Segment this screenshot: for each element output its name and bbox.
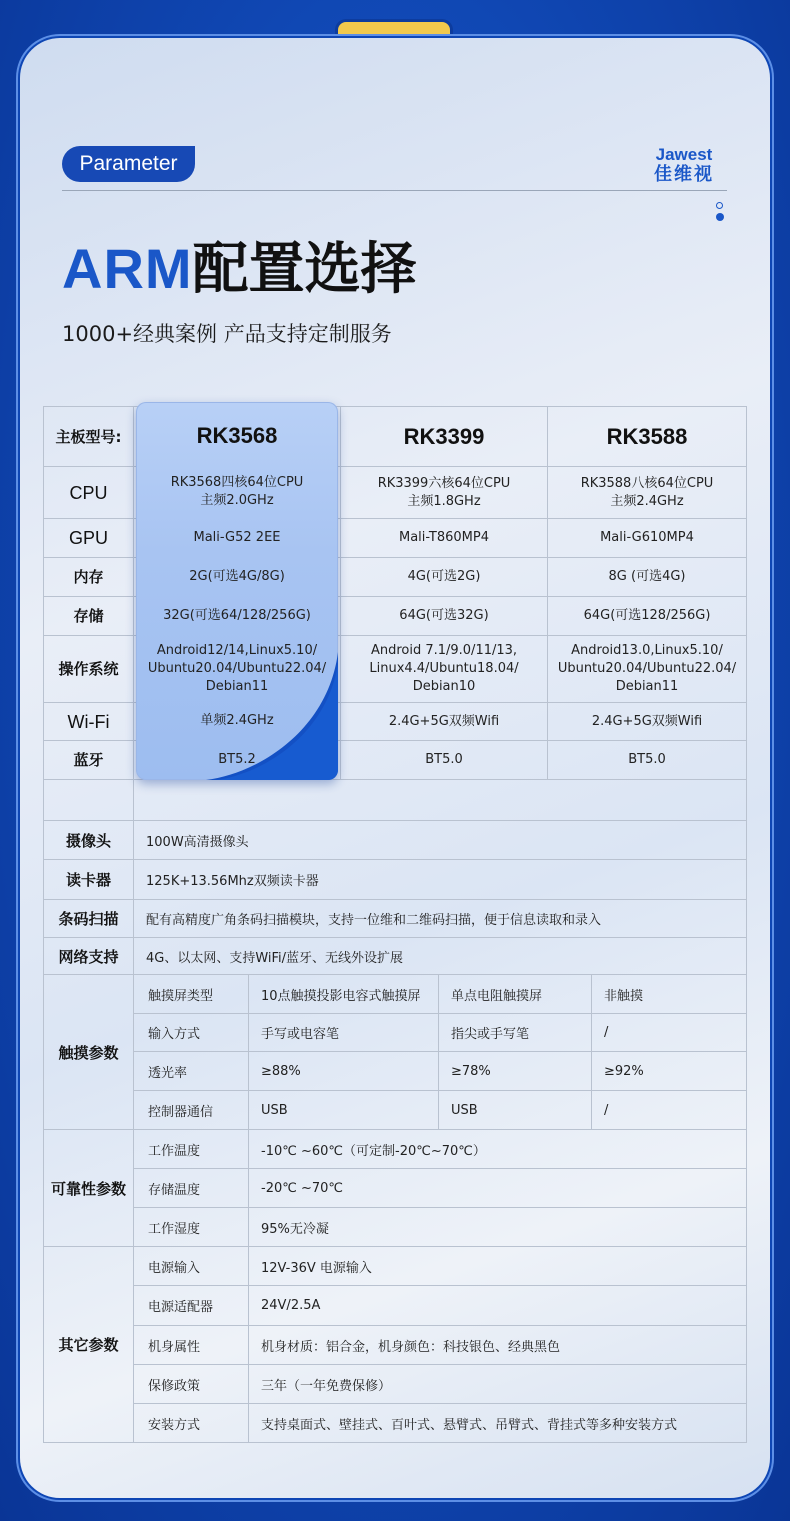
spec-label: CPU xyxy=(44,467,134,519)
rk3568-os: Android12/14,Linux5.10/ Ubuntu20.04/Ubuntu22.04/ Debian11 xyxy=(147,642,327,694)
spec-value: 2.4G+5G双频Wifi xyxy=(341,703,548,741)
touch-row xyxy=(44,1052,747,1091)
rk3568-gpu: Mali-G52 2EE xyxy=(193,529,281,545)
header-divider xyxy=(62,190,727,191)
spec-value: RK3399六核64位CPU 主频1.8GHz xyxy=(341,467,548,519)
spec-value: BT5.0 xyxy=(341,741,548,780)
other-row xyxy=(44,1247,747,1286)
spec-label: 内存 xyxy=(44,558,134,597)
touch-value: ≥78% xyxy=(439,1052,592,1091)
spec-label: 操作系统 xyxy=(44,636,134,703)
spec-value: 64G(可选128/256G) xyxy=(548,597,747,636)
other-row xyxy=(44,1326,747,1365)
other-value: 机身材质：铝合金，机身颜色：科技银色、经典黑色 xyxy=(249,1326,747,1365)
other-row xyxy=(44,1365,747,1404)
spec-value: Android13.0,Linux5.10/ Ubuntu20.04/Ubuntu22.04/ Debian11 xyxy=(548,636,747,703)
page-subtitle: 1000+经典案例 产品支持定制服务 xyxy=(62,322,392,346)
spec-label: 存储 xyxy=(44,597,134,636)
touch-value: 手写或电容笔 xyxy=(249,1014,439,1052)
reliability-row xyxy=(44,1169,747,1208)
other-sub-label: 安装方式 xyxy=(134,1404,249,1443)
spec-header-label: 主板型号: xyxy=(44,407,134,467)
feature-label: 读卡器 xyxy=(44,860,134,900)
touch-value: ≥92% xyxy=(592,1052,747,1091)
reliability-sub-label: 工作温度 xyxy=(134,1130,249,1169)
other-sub-label: 保修政策 xyxy=(134,1365,249,1404)
touch-value: 单点电阻触摸屏 xyxy=(439,975,592,1014)
model-rk3568: RK3568 xyxy=(196,423,278,448)
feature-label: 网络支持 xyxy=(44,938,134,975)
touch-value: ≥88% xyxy=(249,1052,439,1091)
reliability-row xyxy=(44,1208,747,1247)
rk3568-memory: 2G(可选4G/8G) xyxy=(189,568,285,584)
touch-value: 10点触摸投影电容式触摸屏 xyxy=(249,975,439,1014)
model-cell-3: RK3588 xyxy=(548,407,747,467)
spec-label: 蓝牙 xyxy=(44,741,134,780)
other-value: 支持桌面式、壁挂式、百叶式、悬臂式、吊臂式、背挂式等多种安装方式 xyxy=(249,1404,747,1443)
rk3568-bluetooth: BT5.2 xyxy=(218,751,256,767)
page-title-cn: 配置选择 xyxy=(192,237,417,300)
decorative-dots-icon xyxy=(716,202,724,221)
page-title-en: ARM xyxy=(62,237,193,300)
spec-value: 64G(可选32G) xyxy=(341,597,548,636)
feature-label: 条码扫描 xyxy=(44,900,134,938)
rk3568-storage: 32G(可选64/128/256G) xyxy=(163,607,311,623)
reliability-value: -10℃ ~60℃（可定制-20℃~70℃） xyxy=(249,1130,747,1169)
other-row xyxy=(44,1404,747,1443)
logo-text-cn: 佳维视 xyxy=(654,164,714,185)
reliability-value: 95%无冷凝 xyxy=(249,1208,747,1247)
touch-value: 非触摸 xyxy=(592,975,747,1014)
spec-value: RK3588八核64位CPU 主频2.4GHz xyxy=(548,467,747,519)
touch-row xyxy=(44,1091,747,1130)
touch-row xyxy=(44,975,747,1014)
reliability-sub-label: 存储温度 xyxy=(134,1169,249,1208)
feature-value: 4G、以太网、支持WiFi/蓝牙、无线外设扩展 xyxy=(134,938,747,975)
touch-value: 指尖或手写笔 xyxy=(439,1014,592,1052)
spec-value: Mali-T860MP4 xyxy=(341,519,548,558)
other-value: 24V/2.5A xyxy=(249,1286,747,1326)
touch-sub-label: 控制器通信 xyxy=(134,1091,249,1130)
touch-sub-label: 输入方式 xyxy=(134,1014,249,1052)
feature-label: 摄像头 xyxy=(44,821,134,860)
touch-row xyxy=(44,1014,747,1052)
other-value: 三年（一年免费保修） xyxy=(249,1365,747,1404)
spec-value: 4G(可选2G) xyxy=(341,558,548,597)
parameter-tag: Parameter xyxy=(62,146,195,182)
feature-row xyxy=(44,938,747,975)
rk3568-wifi: 单频2.4GHz xyxy=(200,713,274,728)
feature-row xyxy=(44,860,747,900)
spec-label: Wi-Fi xyxy=(44,703,134,741)
touch-value: / xyxy=(592,1014,747,1052)
model-cell-2: RK3399 xyxy=(341,407,548,467)
rk3568-cpu: RK3568四核64位CPU 主频2.0GHz xyxy=(170,475,304,508)
reliability-row xyxy=(44,1130,747,1169)
reliability-value: -20℃ ~70℃ xyxy=(249,1169,747,1208)
feature-value: 配有高精度广角条码扫描模块，支持一位维和二维码扫描，便于信息读取和录入 xyxy=(134,900,747,938)
brand-logo xyxy=(636,146,732,186)
other-row xyxy=(44,1286,747,1326)
spec-value: BT5.0 xyxy=(548,741,747,780)
touch-sub-label: 触摸屏类型 xyxy=(134,975,249,1014)
other-sub-label: 电源适配器 xyxy=(134,1286,249,1326)
page-title xyxy=(62,236,417,302)
spec-spacer-row xyxy=(44,780,747,821)
touch-value: USB xyxy=(249,1091,439,1130)
feature-table xyxy=(43,820,747,1443)
feature-row xyxy=(44,900,747,938)
feature-value: 100W高清摄像头 xyxy=(134,821,747,860)
feature-value: 125K+13.56Mhz双频读卡器 xyxy=(134,860,747,900)
other-group-label: 其它参数 xyxy=(44,1247,134,1443)
other-value: 12V-36V 电源输入 xyxy=(249,1247,747,1286)
other-sub-label: 机身属性 xyxy=(134,1326,249,1365)
spec-value: Android 7.1/9.0/11/13, Linux4.4/Ubuntu18.04/ Debian10 xyxy=(341,636,548,703)
other-sub-label: 电源输入 xyxy=(134,1247,249,1286)
reliability-sub-label: 工作湿度 xyxy=(134,1208,249,1247)
logo-text-en: Jawest xyxy=(655,145,713,164)
touch-value: USB xyxy=(439,1091,592,1130)
reliability-group-label: 可靠性参数 xyxy=(44,1130,134,1247)
feature-row xyxy=(44,821,747,860)
touch-sub-label: 透光率 xyxy=(134,1052,249,1091)
touch-group-label: 触摸参数 xyxy=(44,975,134,1130)
spec-value: 8G (可选4G) xyxy=(548,558,747,597)
spec-value: Mali-G610MP4 xyxy=(548,519,747,558)
spec-value: 2.4G+5G双频Wifi xyxy=(548,703,747,741)
spec-label: GPU xyxy=(44,519,134,558)
touch-value: / xyxy=(592,1091,747,1130)
